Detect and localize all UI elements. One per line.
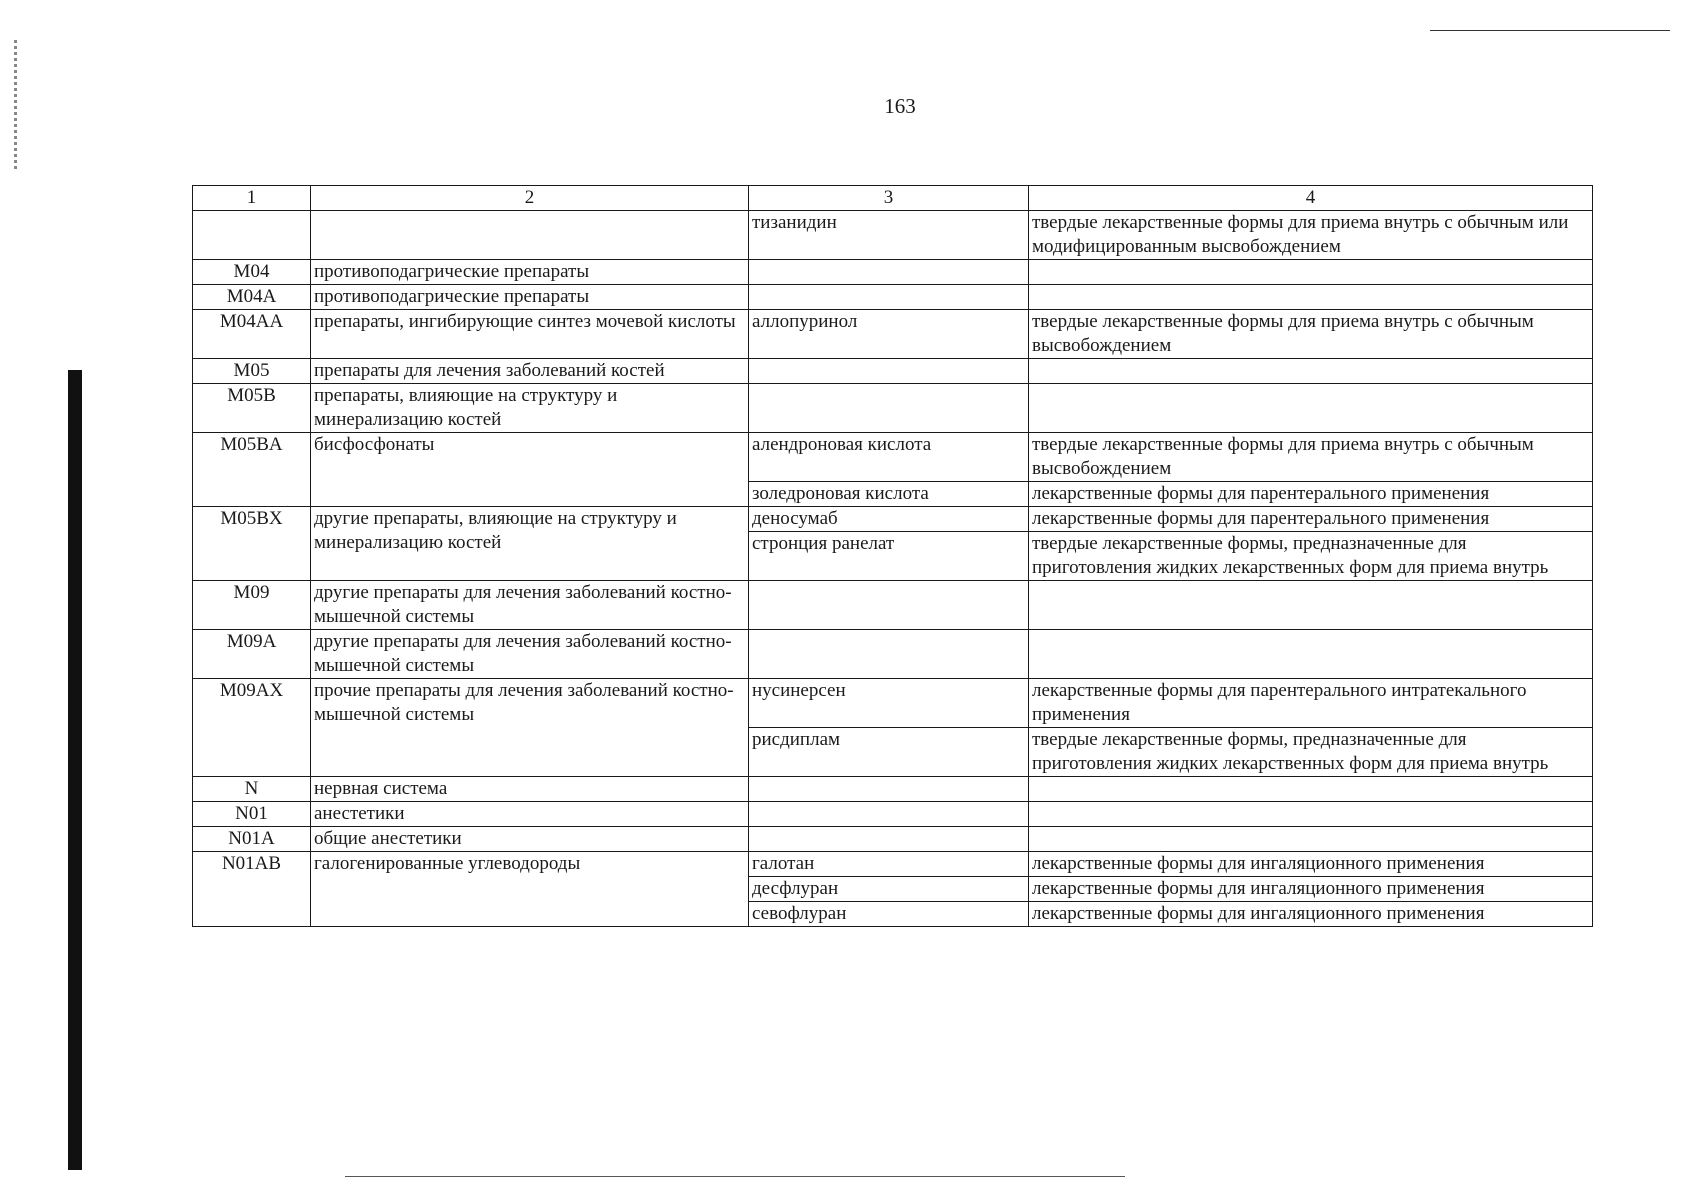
table-row bbox=[193, 679, 1593, 728]
dosage-form: лекарственные формы для парентерального применения bbox=[1029, 507, 1593, 532]
atc-code: M09 bbox=[193, 581, 311, 630]
bottom-rule bbox=[345, 1176, 1125, 1177]
header-col-1: 1 bbox=[193, 186, 311, 211]
drug-name bbox=[749, 827, 1029, 852]
table-row bbox=[193, 581, 1593, 630]
table-row bbox=[193, 827, 1593, 852]
dosage-form: лекарственные формы для ингаляционного применения bbox=[1029, 877, 1593, 902]
group-name bbox=[311, 211, 749, 260]
table-row bbox=[193, 310, 1593, 359]
dosage-form: лекарственные формы для ингаляционного применения bbox=[1029, 902, 1593, 927]
group-name: бисфосфонаты bbox=[311, 433, 749, 507]
drug-name: аллопуринол bbox=[749, 310, 1029, 359]
group-name: общие анестетики bbox=[311, 827, 749, 852]
dosage-form bbox=[1029, 777, 1593, 802]
table-row bbox=[193, 630, 1593, 679]
atc-code: M04 bbox=[193, 260, 311, 285]
drug-name: золедроновая кислота bbox=[749, 482, 1029, 507]
group-name: препараты для лечения заболеваний костей bbox=[311, 359, 749, 384]
group-name: анестетики bbox=[311, 802, 749, 827]
dosage-form: твердые лекарственные формы для приема внутрь с обычным или модифицированным высвобождением bbox=[1029, 211, 1593, 260]
drug-name bbox=[749, 260, 1029, 285]
table-row bbox=[193, 852, 1593, 877]
table-row bbox=[193, 802, 1593, 827]
header-col-4: 4 bbox=[1029, 186, 1593, 211]
atc-code: M05B bbox=[193, 384, 311, 433]
drug-name bbox=[749, 285, 1029, 310]
drug-name: нусинерсен bbox=[749, 679, 1029, 728]
group-name: галогенированные углеводороды bbox=[311, 852, 749, 927]
dosage-form: твердые лекарственные формы для приема внутрь с обычным высвобождением bbox=[1029, 310, 1593, 359]
table-row bbox=[193, 384, 1593, 433]
group-name: нервная система bbox=[311, 777, 749, 802]
group-name: другие препараты для лечения заболеваний костно-мышечной системы bbox=[311, 581, 749, 630]
dosage-form bbox=[1029, 285, 1593, 310]
page-number: 163 bbox=[884, 94, 916, 118]
atc-code: M09AX bbox=[193, 679, 311, 777]
drug-name: десфлуран bbox=[749, 877, 1029, 902]
table-row bbox=[193, 777, 1593, 802]
drug-name bbox=[749, 384, 1029, 433]
dosage-form: лекарственные формы для парентерального применения bbox=[1029, 482, 1593, 507]
atc-code: M05BX bbox=[193, 507, 311, 581]
drug-name: галотан bbox=[749, 852, 1029, 877]
drug-name: деносумаб bbox=[749, 507, 1029, 532]
drug-name bbox=[749, 777, 1029, 802]
drug-table bbox=[192, 185, 1593, 927]
atc-code: M05BA bbox=[193, 433, 311, 507]
dosage-form: твердые лекарственные формы для приема внутрь с обычным высвобождением bbox=[1029, 433, 1593, 482]
group-name: противоподагрические препараты bbox=[311, 260, 749, 285]
drug-name: алендроновая кислота bbox=[749, 433, 1029, 482]
dosage-form bbox=[1029, 384, 1593, 433]
top-rule bbox=[1430, 30, 1670, 31]
group-name: прочие препараты для лечения заболеваний костно-мышечной системы bbox=[311, 679, 749, 777]
dosage-form bbox=[1029, 802, 1593, 827]
drug-name bbox=[749, 359, 1029, 384]
drug-name bbox=[749, 802, 1029, 827]
table-row bbox=[193, 507, 1593, 532]
table-row bbox=[193, 285, 1593, 310]
atc-code: N01AB bbox=[193, 852, 311, 927]
atc-code bbox=[193, 211, 311, 260]
table-row bbox=[193, 359, 1593, 384]
drug-name: рисдиплам bbox=[749, 728, 1029, 777]
atc-code: N01A bbox=[193, 827, 311, 852]
group-name: препараты, ингибирующие синтез мочевой кислоты bbox=[311, 310, 749, 359]
atc-code: M09A bbox=[193, 630, 311, 679]
group-name: другие препараты для лечения заболеваний костно-мышечной системы bbox=[311, 630, 749, 679]
header-col-3: 3 bbox=[749, 186, 1029, 211]
atc-code: N bbox=[193, 777, 311, 802]
drug-name: севофлуран bbox=[749, 902, 1029, 927]
atc-code: N01 bbox=[193, 802, 311, 827]
drug-name bbox=[749, 581, 1029, 630]
dosage-form bbox=[1029, 359, 1593, 384]
group-name: препараты, влияющие на структуру и минерализацию костей bbox=[311, 384, 749, 433]
dosage-form bbox=[1029, 581, 1593, 630]
drug-name: стронция ранелат bbox=[749, 532, 1029, 581]
dosage-form: лекарственные формы для ингаляционного применения bbox=[1029, 852, 1593, 877]
dosage-form bbox=[1029, 827, 1593, 852]
dosage-form bbox=[1029, 260, 1593, 285]
header-col-2: 2 bbox=[311, 186, 749, 211]
group-name: противоподагрические препараты bbox=[311, 285, 749, 310]
drug-name: тизанидин bbox=[749, 211, 1029, 260]
dosage-form: твердые лекарственные формы, предназначенные для приготовления жидких лекарственных форм для приема внутрь bbox=[1029, 532, 1593, 581]
atc-code: M04AA bbox=[193, 310, 311, 359]
dosage-form: лекарственные формы для парентерального интратекального применения bbox=[1029, 679, 1593, 728]
drug-name bbox=[749, 630, 1029, 679]
group-name: другие препараты, влияющие на структуру и минерализацию костей bbox=[311, 507, 749, 581]
dosage-form: твердые лекарственные формы, предназначенные для приготовления жидких лекарственных форм для приема внутрь bbox=[1029, 728, 1593, 777]
atc-code: M04A bbox=[193, 285, 311, 310]
table-row bbox=[193, 260, 1593, 285]
dosage-form bbox=[1029, 630, 1593, 679]
table-header-row bbox=[193, 186, 1593, 211]
atc-code: M05 bbox=[193, 359, 311, 384]
table-row bbox=[193, 433, 1593, 482]
table-row bbox=[193, 211, 1593, 260]
scan-edge-shadow bbox=[68, 370, 82, 1170]
